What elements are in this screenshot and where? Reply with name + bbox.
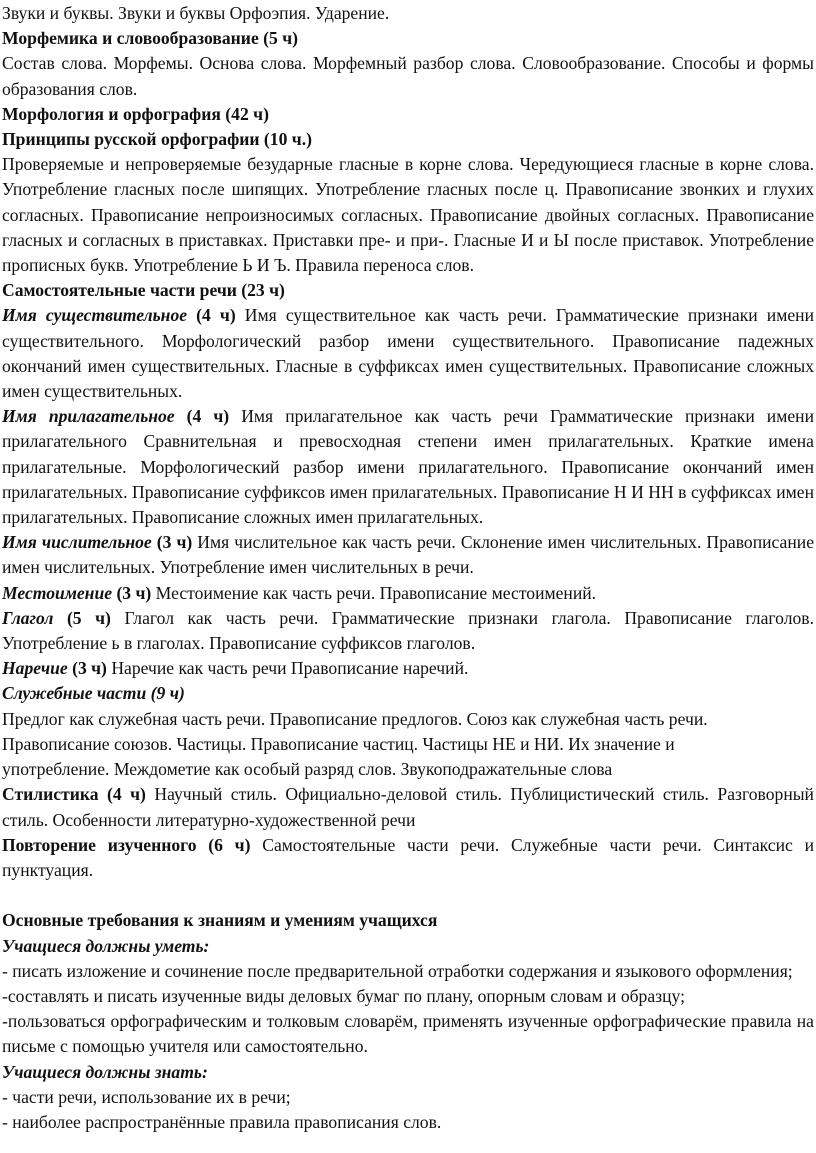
adverb-text: Наречие как часть речи Правописание наречий. bbox=[106, 658, 469, 679]
noun-text: Имя существительное как часть речи. Грамматические признаки имени существительного. Морфологический разбор имени существительного. Правописание падежных окончаний имен существительных. Гласные в суффиксах имен существительных. Правописание сложных имен существительных. bbox=[2, 305, 814, 402]
review-heading: Повторение изученного (6 ч) bbox=[2, 834, 251, 855]
pronoun-term: Местоимение bbox=[2, 582, 113, 603]
adjective-hours: (4 ч) bbox=[174, 406, 230, 427]
intro-line: Звуки и буквы. Звуки и буквы Орфоэпия. Ударение. bbox=[2, 3, 390, 23]
stylistics-text: Научный стиль. Официально-деловой стиль. Публицистический стиль. Разговорный стиль. Особенности литературно-художественной речи bbox=[2, 784, 814, 830]
morphology-heading: Морфология и орфография (42 ч) bbox=[2, 103, 269, 124]
requirements-heading: Основные требования к знаниям и умениям учащихся bbox=[2, 910, 438, 931]
spacer bbox=[2, 883, 814, 908]
knowledge-item: - наиболее распространённые правила правописания слов. bbox=[2, 1111, 442, 1132]
verb-paragraph bbox=[2, 606, 814, 656]
stylistics-heading: Стилистика (4 ч) bbox=[2, 784, 146, 805]
noun-term: Имя существительное bbox=[2, 305, 188, 326]
numeral-paragraph bbox=[2, 530, 814, 580]
adjective-paragraph bbox=[2, 404, 814, 530]
adverb-paragraph bbox=[2, 656, 814, 681]
pronoun-text: Местоимение как часть речи. Правописание местоимений. bbox=[151, 582, 597, 603]
numeral-term: Имя числительное bbox=[2, 532, 152, 553]
service-parts-heading: Служебные части (9 ч) bbox=[2, 683, 185, 704]
verb-term: Глагол bbox=[2, 607, 54, 628]
knowledge-heading: Учащиеся должны знать: bbox=[2, 1061, 208, 1082]
numeral-hours: (3 ч) bbox=[151, 532, 193, 553]
independent-parts-heading: Самостоятельные части речи (23 ч) bbox=[2, 280, 285, 301]
morphemics-heading: Морфемика и словообразование (5 ч) bbox=[2, 28, 298, 49]
morphemics-text: Состав слова. Морфемы. Основа слова. Морфемный разбор слова. Словообразование. Способы и формы образования слов. bbox=[2, 53, 814, 99]
adverb-term: Наречие bbox=[2, 658, 68, 679]
pronoun-hours: (3 ч) bbox=[112, 582, 152, 603]
service-line: Правописание союзов. Частицы. Правописание частиц. Частицы НЕ и НИ. Их значение и bbox=[2, 733, 675, 754]
adjective-text: Имя прилагательное как часть речи Грамматические признаки имени прилагательного Сравнительная и превосходная степени имен прилагательных. Краткие имена прилагательные. Морфологический разбор имени прилагательного. Правописание окончаний имен прилагательных. Правописание суффиксов имен прилагательных. Правописание Н И НН в суффиксах имен прилагательных. Правописание сложных имен прилагательных. bbox=[2, 406, 814, 528]
skill-item: -пользоваться орфографическим и толковым словарём, применять изученные орфографические правила на письме с помощью учителя или самостоятельно. bbox=[2, 1011, 814, 1057]
adverb-hours: (3 ч) bbox=[67, 658, 107, 679]
skill-item: -составлять и писать изученные виды деловых бумаг по плану, опорным словам и образцу; bbox=[2, 985, 685, 1006]
skill-item: - писать изложение и сочинение после предварительной отработки содержания и языкового оформления; bbox=[2, 960, 793, 981]
numeral-text: Имя числительное как часть речи. Склонение имен числительных. Правописание имен числительных. Употребление имен числительных в речи. bbox=[2, 532, 814, 578]
verb-text: Глагол как часть речи. Грамматические признаки глагола. Правописание глаголов. Употребление ь в глаголах. Правописание суффиксов глаголов. bbox=[2, 607, 815, 654]
service-line: употребление. Междометие как особый разряд слов. Звукоподражательные слова bbox=[2, 759, 613, 780]
review-text: Самостоятельные части речи. Служебные части речи. Синтаксис и пунктуация. bbox=[2, 834, 814, 880]
skills-heading: Учащиеся должны уметь: bbox=[2, 935, 210, 956]
noun-hours: (4 ч) bbox=[187, 305, 236, 326]
stylistics-paragraph bbox=[2, 782, 814, 832]
principles-heading: Принципы русской орфографии (10 ч.) bbox=[2, 129, 312, 150]
verb-hours: (5 ч) bbox=[53, 607, 111, 628]
review-paragraph bbox=[2, 833, 814, 883]
knowledge-item: - части речи, использование их в речи; bbox=[2, 1086, 291, 1107]
principles-text: Проверяемые и непроверяемые безударные гласные в корне слова. Чередующиеся гласные в корне слова. Употребление гласных после шипящих. Употребление гласных после ц. Правописание звонких и глухих согласных. Правописание непроизносимых согласных. Правописание двойных согласных. Правописание гласных и согласных в приставках. Приставки пре- и при-. Гласные И и Ы после приставок. Употребление прописных букв. Употребление Ь И Ъ. Правила переноса слов. bbox=[2, 154, 814, 276]
pronoun-paragraph bbox=[2, 581, 814, 606]
noun-paragraph bbox=[2, 303, 814, 404]
service-line: Предлог как служебная часть речи. Правописание предлогов. Союз как служебная часть речи. bbox=[2, 708, 708, 729]
adjective-term: Имя прилагательное bbox=[2, 406, 175, 427]
